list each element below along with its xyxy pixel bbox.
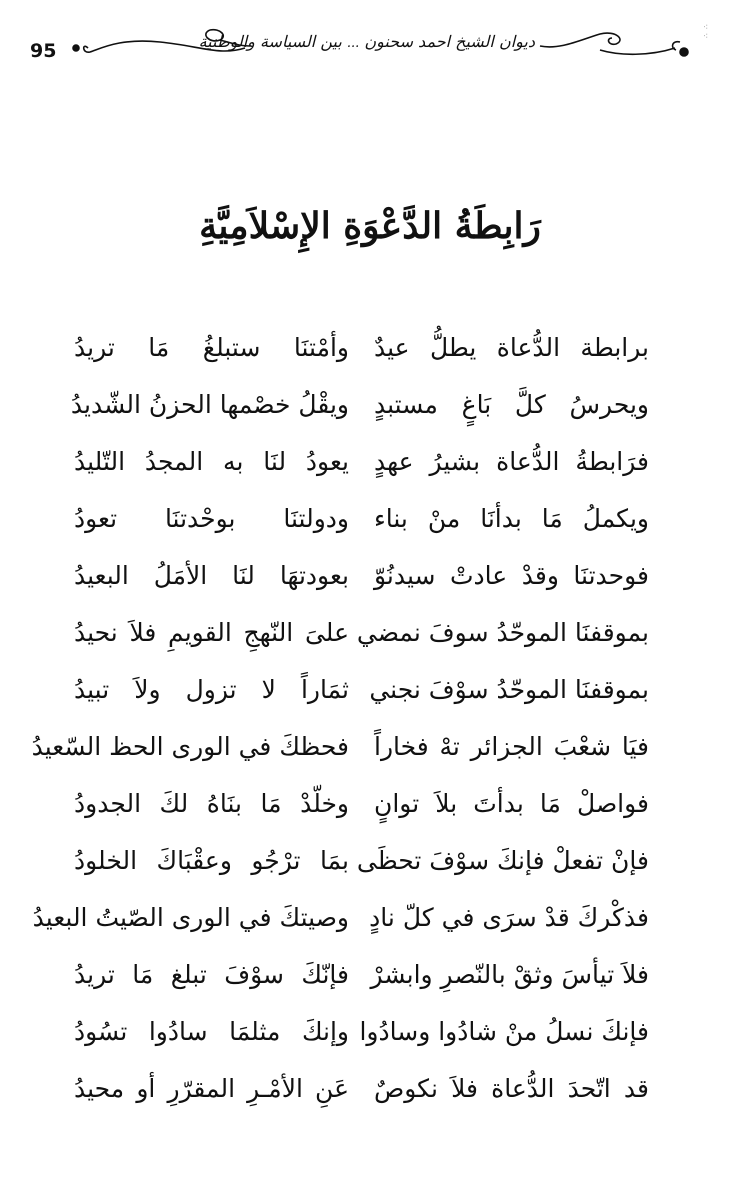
verse xyxy=(0,613,749,670)
verse-second-hemistich: بمَا ترْجُو وعقْبَاكَ الخلودُ xyxy=(74,846,349,875)
verse xyxy=(0,442,749,499)
verse xyxy=(0,727,749,784)
verse-first-hemistich: فلاَ تيأسَ وثقْ بالنّصرِ وابشرْ xyxy=(370,960,649,989)
verse-first-hemistich: فوحدتنَا وقدْ عادتْ سيدنُوّ xyxy=(374,561,649,590)
verse xyxy=(0,898,749,955)
verse-first-hemistich: ويحرسُ كلَّ بَاغٍ مستبدٍ xyxy=(374,390,649,419)
verse-second-hemistich: ثمَاراً لا تزول ولاَ تبيدُ xyxy=(74,675,349,704)
verse xyxy=(0,1012,749,1069)
verse-second-hemistich: فإنّكَ سوْفَ تبلغ مَا تريدُ xyxy=(74,960,349,989)
verse-second-hemistich: بعودتهَا لنَا الأمَلُ البعيدُ xyxy=(74,561,349,590)
verse-second-hemistich: يعودُ لنَا به المجدُ التّليدُ xyxy=(74,447,349,476)
verse-second-hemistich: عَنِ الأمْـرِ المقرّرِ أو محيدُ xyxy=(74,1074,349,1103)
verse xyxy=(0,328,749,385)
poem-title: رَابِطَةُ الدَّعْوَةِ الإِسْلاَمِيَّةِ xyxy=(199,205,541,247)
verse-second-hemistich: وأمْتنَا ستبلغُ مَا تريدُ xyxy=(74,333,349,362)
verse xyxy=(0,385,749,442)
verse-second-hemistich: وصيتكَ في الورى الصّيتُ البعيدُ xyxy=(32,903,349,932)
verse-first-hemistich: فواصلْ مَا بدأتَ بلاَ توانٍ xyxy=(374,789,649,818)
verse-second-hemistich: وإنكَ مثلمَا سادُوا تسُودُ xyxy=(74,1017,349,1046)
verse-first-hemistich: فإنْ تفعلْ فإنكَ سوْفَ تحظَى xyxy=(356,846,649,875)
section-title: بين السياسة والوطنية xyxy=(198,32,342,51)
verse xyxy=(0,556,749,613)
verse xyxy=(0,499,749,556)
verse-second-hemistich: فحظكَ في الورى الحظ السّعيدُ xyxy=(31,732,349,761)
verse xyxy=(0,670,749,727)
verse-first-hemistich: فيَا شعْبَ الجزائر تهْ فخاراً xyxy=(374,732,649,761)
running-title xyxy=(198,32,535,51)
verse-first-hemistich: بموقفنَا الموحّدُ سوفَ نمضي xyxy=(356,618,649,647)
verse xyxy=(0,841,749,898)
verse-second-hemistich: وخلّدْ مَا بنَاهُ لكَ الجدودُ xyxy=(74,789,349,818)
verse-second-hemistich: علىَ النّهجِ القويمِ فلاَ نحيدُ xyxy=(74,618,349,647)
page-header xyxy=(0,0,749,90)
book-title: ديوان الشيخ احمد سحنون xyxy=(364,32,535,51)
verse-first-hemistich: قد اتّحدَ الدُّعاة فلاَ نكوصٌ xyxy=(374,1074,649,1103)
verse xyxy=(0,1069,749,1126)
verse-first-hemistich: ويكملُ مَا بدأنَا منْ بناء xyxy=(374,504,649,533)
verse-first-hemistich: فإنكَ نسلُ منْ شادُوا وسادُوا xyxy=(359,1017,649,1046)
page-number: 95 xyxy=(30,40,57,62)
verse-first-hemistich: فرَابطةُ الدُّعاة بشيرُ عهدٍ xyxy=(374,447,649,476)
verse-first-hemistich: برابطة الدُّعاة يطلُّ عيدٌ xyxy=(374,333,649,362)
verse-second-hemistich: ويقْلُ خصْمها الحزنُ الشّديدُ xyxy=(70,390,349,419)
poem-verses xyxy=(0,328,749,1126)
verse xyxy=(0,784,749,841)
verse-first-hemistich: فذكْركَ قدْ سرَى في كلّ نادٍ xyxy=(369,903,649,932)
title-separator: ... xyxy=(346,36,360,51)
verse-first-hemistich: بموقفنَا الموحّدُ سوْفَ نجني xyxy=(369,675,649,704)
verse xyxy=(0,955,749,1012)
verse-second-hemistich: ودولتنَا بوحْدتنَا تعودُ xyxy=(74,504,349,533)
scan-edge-dots: ⁖ ⁖ xyxy=(703,23,709,42)
